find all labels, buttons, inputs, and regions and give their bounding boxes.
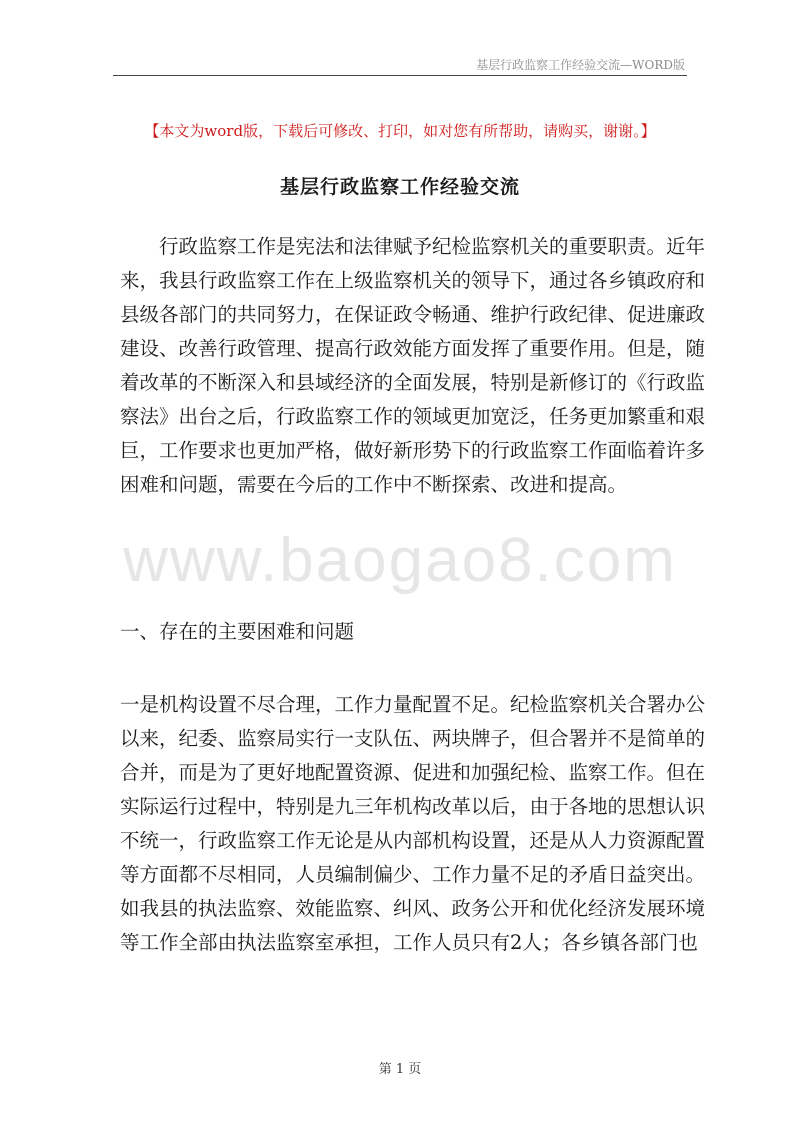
text-line: 实际运行过程中，特别是九三年机构改革以后，由于各地的思想认识 (120, 795, 706, 818)
text-line: 合并，而是为了更好地配置资源、促进和加强纪检、监察工作。但在 (120, 761, 706, 784)
page-number: 第 1 页 (378, 1062, 422, 1077)
text-line: 如我县的执法监察、效能监察、纠风、政务公开和优化经济发展环境 (120, 897, 706, 920)
text-line: 不统一，行政监察工作无论是从内部机构设置，还是从人力资源配置 (120, 829, 706, 852)
text-line: 行政监察工作是宪法和法律赋予纪检监察机关的重要职责。近年 (120, 235, 706, 258)
paragraph-problems (120, 688, 706, 960)
purchase-notice: 【本文为word版，下载后可修改、打印，如对您有所帮助，请购买，谢谢。】 (144, 122, 656, 140)
text-line: 着改革的不断深入和县域经济的全面发展，特别是新修订的《行政监 (120, 371, 706, 394)
text-line: 一是机构设置不尽合理，工作力量配置不足。纪检监察机关合署办公 (120, 693, 706, 716)
text-line: 等工作全部由执法监察室承担，工作人员只有2人；各乡镇各部门也 (120, 931, 698, 954)
text-line: 困难和问题，需要在今后的工作中不断探索、改进和提高。 (120, 473, 628, 496)
watermark: www.baogao8.com (123, 526, 677, 595)
document-title: 基层行政监察工作经验交流 (279, 176, 520, 198)
page-header: 基层行政监察工作经验交流—WORD版 (476, 58, 685, 72)
text-line: 以来，纪委、监察局实行一支队伍、两块牌子，但合署并不是简单的 (120, 727, 706, 750)
paragraph-intro (120, 230, 706, 502)
text-line: 巨，工作要求也更加严格，做好新形势下的行政监察工作面临着许多 (120, 439, 706, 462)
header-divider (113, 75, 687, 76)
text-line: 等方面都不尽相同，人员编制偏少、工作力量不足的矛盾日益突出。 (120, 863, 706, 886)
text-line: 察法》出台之后，行政监察工作的领域更加宽泛，任务更加繁重和艰 (120, 405, 706, 428)
section-heading: 一、存在的主要困难和问题 (120, 620, 355, 643)
text-line: 来，我县行政监察工作在上级监察机关的领导下，通过各乡镇政府和 (120, 269, 706, 292)
text-line: 县级各部门的共同努力，在保证政令畅通、维护行政纪律、促进廉政 (120, 303, 706, 326)
text-line: 建设、改善行政管理、提高行政效能方面发挥了重要作用。但是，随 (120, 337, 706, 360)
